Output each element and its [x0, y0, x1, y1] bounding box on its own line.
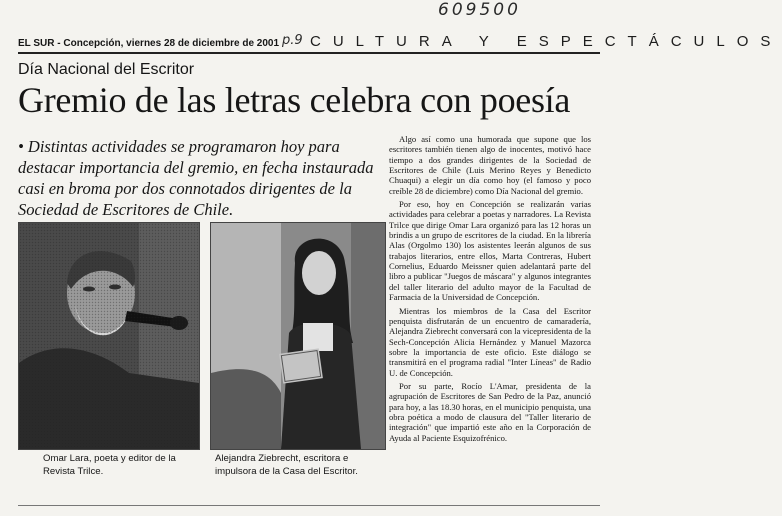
section-header: CULTURA Y ESPECTÁCULOS: [310, 33, 782, 50]
photo-caption-omar-lara: [43, 452, 203, 478]
caption-line: impulsora de la Casa del Escritor.: [215, 466, 358, 477]
article-kicker: Día Nacional del Escritor: [18, 61, 195, 78]
portrait-man-image: [19, 223, 199, 449]
photo-omar-lara: [18, 222, 200, 450]
handwritten-page-note: p.9: [282, 33, 303, 48]
article-body: [389, 134, 591, 443]
bottom-rule: [18, 505, 600, 506]
body-paragraph: Algo así como una humorada que supone que los escritores también tienen algo de inocentes, motivó hace tiempo a dos grandes dirigentes de la Sociedad de Escritores de Chile (Luis Merino Reyes y Benedicto Chuaqui) a elegir un día como hoy (el famoso y poco creíble 28 de diciembre) como Día Nacional del gremio.: [389, 134, 591, 196]
body-paragraph: Por su parte, Rocío L'Amar, presidenta de la agrupación de Escritores de San Pedro de la Paz, anunció para hoy, a las 18.30 horas, en el municipio penquista, una obra poética a modo de clausura del "Taller literario de integración" que impartió este año en la Corporación de Ayuda al Paciente Esquizofrénico.: [389, 380, 591, 443]
photo-alejandra-ziebrecht: [210, 222, 386, 450]
caption-line: Revista Trilce.: [43, 466, 104, 477]
newspaper-masthead: EL SUR - Concepción, viernes 28 de diciembre de 2001: [18, 38, 280, 49]
caption-line: Alejandra Ziebrecht, escritora e: [215, 453, 349, 464]
handwritten-reference-number: 609500: [438, 0, 521, 20]
article-deck: • Distintas actividades se programaron hoy para destacar importancia del gremio, en fecha instaurada casi en broma por dos connotados dirigentes de la Sociedad de Escritores de Chile.: [18, 137, 374, 219]
portrait-woman-image: [211, 223, 385, 449]
body-paragraph: Por eso, hoy en Concepción se realizarán varias actividades para celebrar a poetas y narradores. La Revista Trilce que dirige Omar Lara organizó para las 12 horas un brindis a un grupo de escritores de la ciudad. En la librería Alas (Orgolmo 130) los asistentes leerán algunos de sus trabajos literarios, entre ellos, Marta Contreras, Hubert Cornelius, Eduardo Meissner quien adelantará parte del libro a publicar "Juegos de máscara" y algunos integrantes del taller literario del adulto mayor de la Facultad de Farmacia de la Universidad de Concepción.: [389, 199, 591, 303]
header-rule: [18, 52, 600, 54]
caption-line: Omar Lara, poeta y editor de la: [43, 453, 176, 464]
photo-caption-alejandra-ziebrecht: [215, 452, 385, 478]
article-headline: Gremio de las letras celebra con poesía: [18, 80, 571, 120]
body-paragraph: Mientras los miembros de la Casa del Escritor penquista disfrutarán de un encuentro de camaradería, Alejandra Ziebrecht conversará con la vicepresidenta de la Sech-Concepción Alicia Hernández y Manuel Mazorca sobre la importancia de este oficio. Este diálogo se transmitirá en el programa radial "Inter Líneas" de Radio U. de Concepción.: [389, 305, 591, 378]
